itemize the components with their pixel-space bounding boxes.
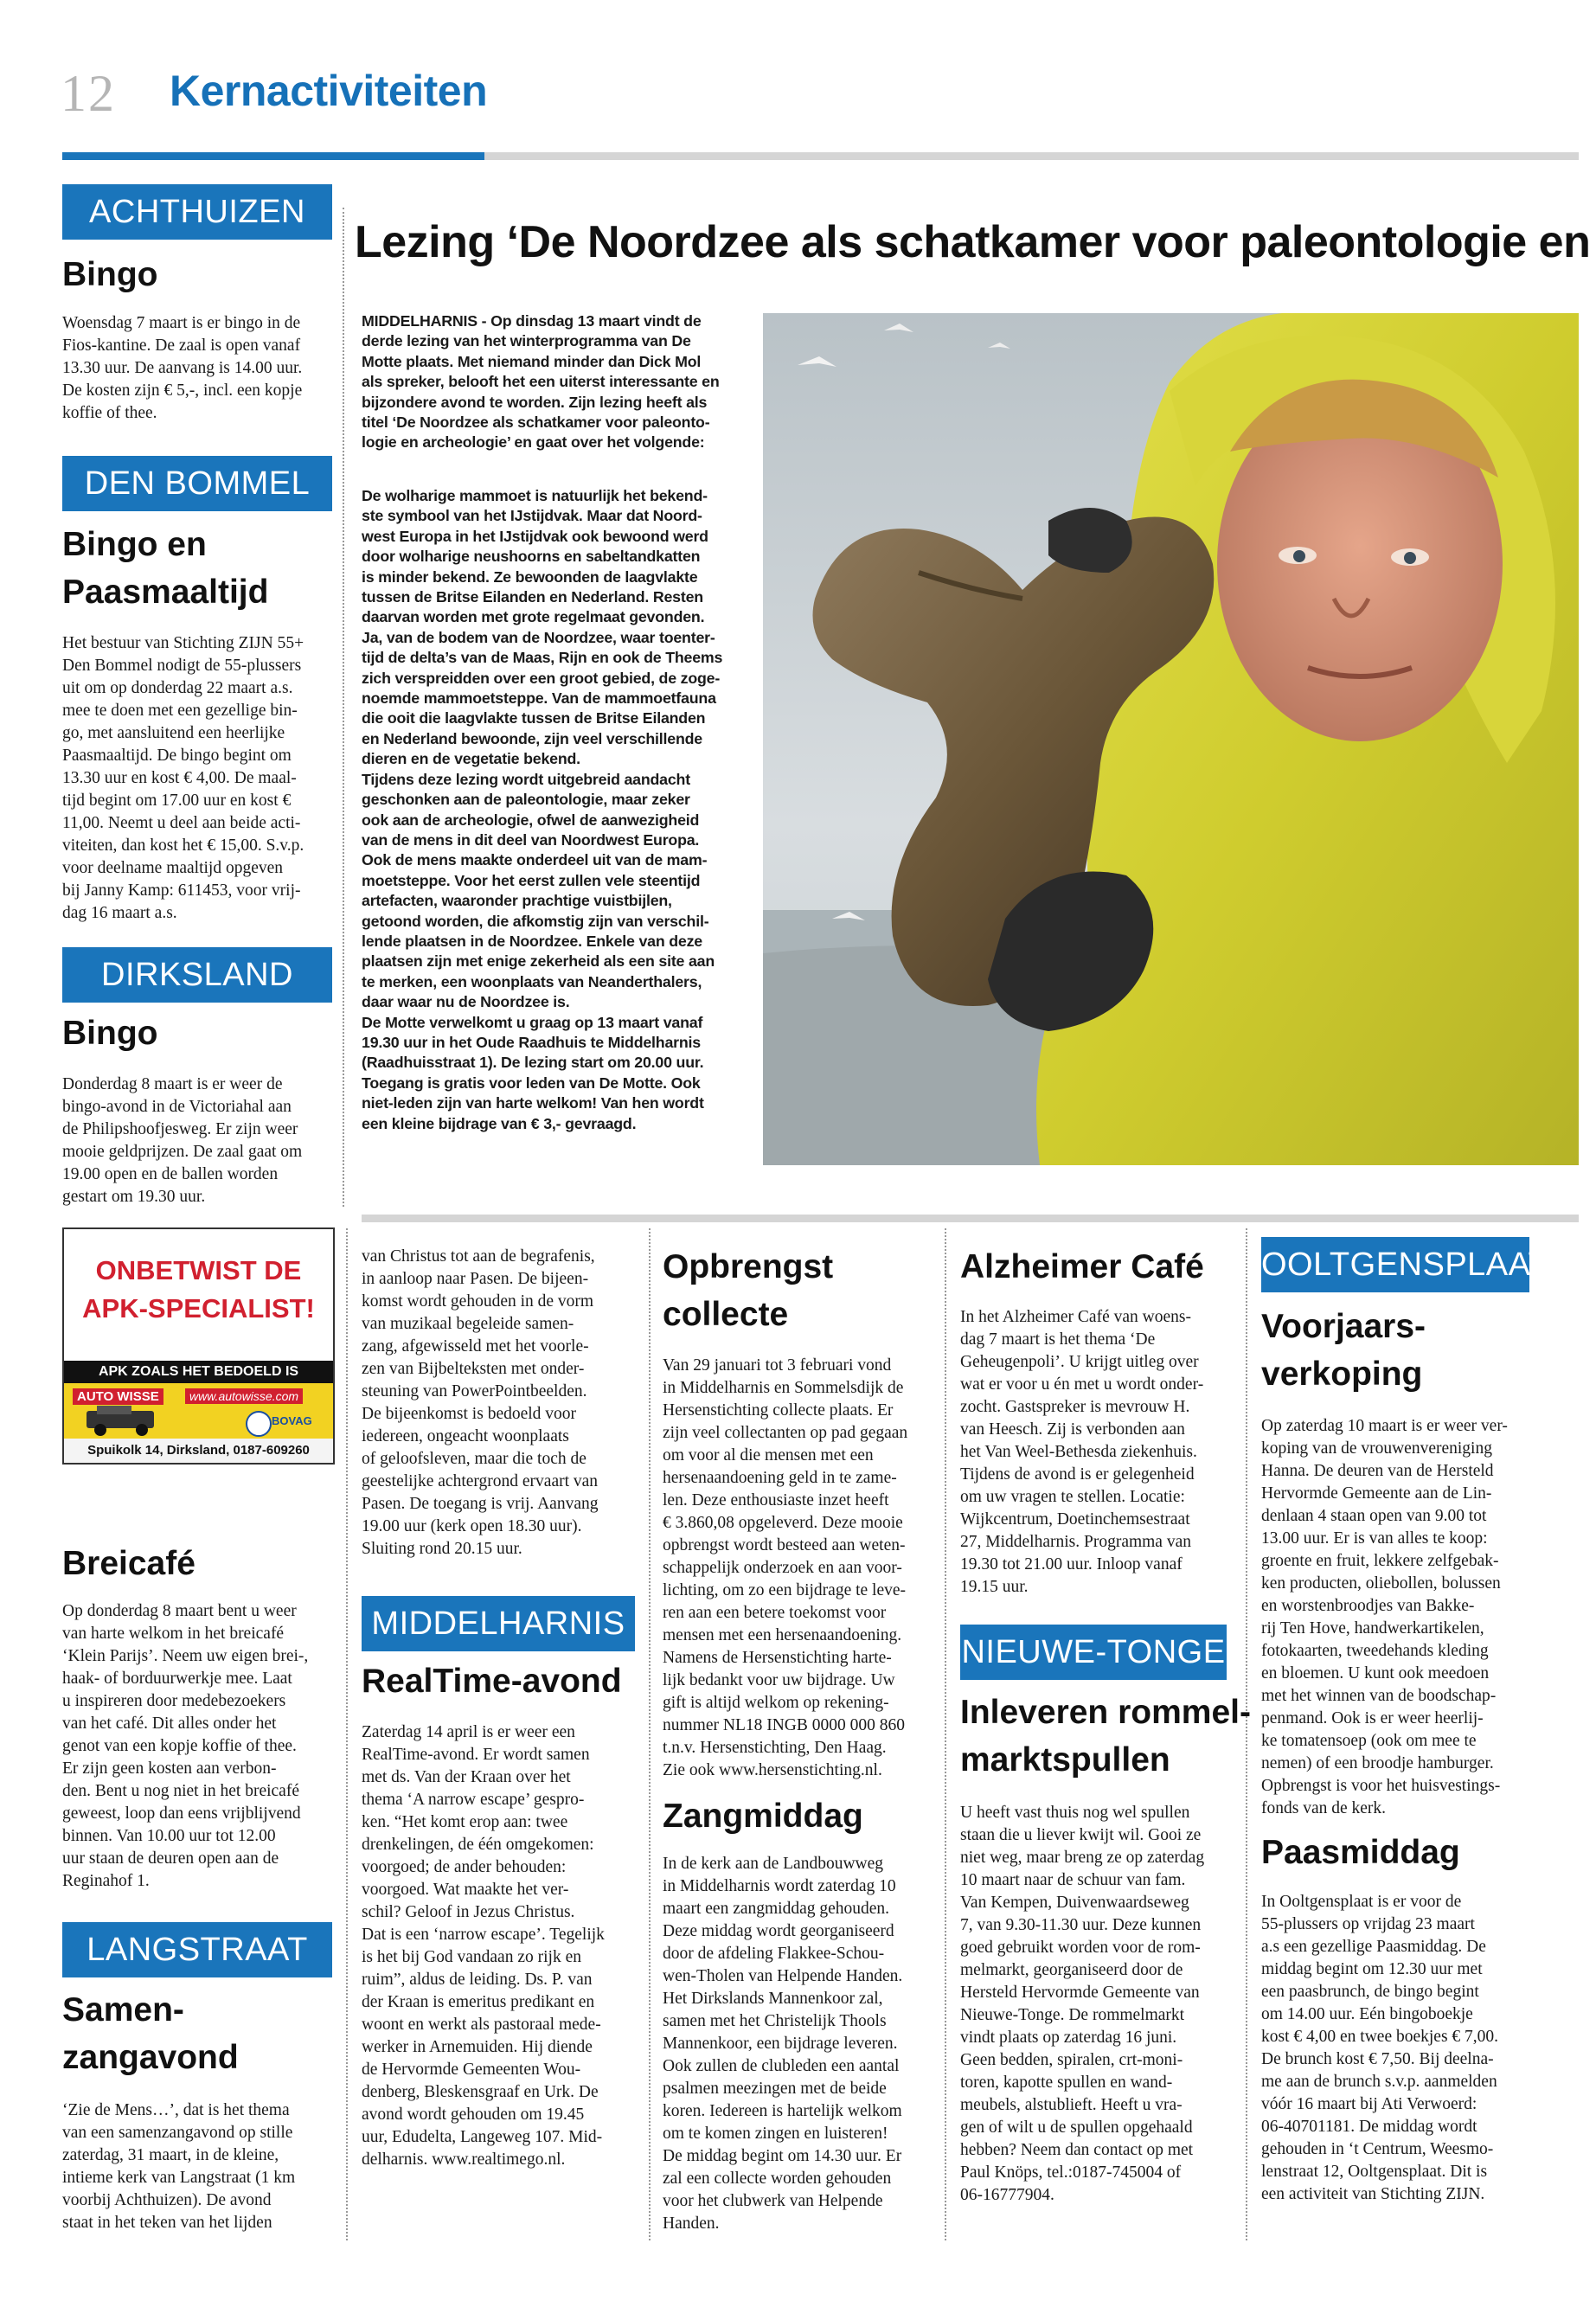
ad-headline-2: APK-SPECIALIST! — [82, 1293, 315, 1324]
label-ooltgensplaat: OOLTGENSPLAAT — [1261, 1237, 1529, 1292]
article-opbrengst-collecte: Van 29 januari tot 3 februari vond in Middelharnis en Sommelsdijk de Hersenstichting collecte plaats. Er zijn veel collectanten op pad gegaan om voor al die mensen met een hersenaandoening geld in te zame- len. Deze enthousiaste inzet heeft € 3.860,08 opgeleverd. Deze mooie opbrengst wordt besteed aan weten- schappelijk onderzoek en aan voor- lichting, om zo een bijdrage te leve- ren aan een betere toekomst voor mensen met een hersenaandoening. Namens de Hersenstichting harte- lijk bedankt voor uw bijdrage. Uw gift is altijd welkom op rekening- nummer NL18 INGB 0000 000 860 t.n.v. Hersenstichting, Den Haag. Zie ook www.hersenstichting.nl. — [663, 1356, 908, 1779]
article-voorjaarsverkoping: Op zaterdag 10 maart is er weer ver- koping van de vrouwenvereniging Hanna. De deuren van de Hersteld Hervormde Gemeente aan de Lin- denlaan 4 staan open van 9.00 tot 13.00 uur. Er is van alles te koop: groente en fruit, lekkere zelfgebak- ken producten, oliebollen, bolussen en worstenbroodjes van Bakke- rij Ten Hove, handwerkartikelen, fotokaarten, tweedehands kleding en bloemen. U kunt ook meedoen met het winnen van de boodschap- penmand. Ook is er weer heerlij- ke tomatensoep (ook om mee te nemen) of een broodje hamburger. Opbrengst is voor het huisvestings- fonds van de kerk. — [1261, 1417, 1508, 1817]
ad-slogan: APK ZOALS HET BEDOELD IS — [64, 1361, 333, 1383]
label-nieuwe-tonge: NIEUWE-TONGE — [960, 1625, 1227, 1680]
article-achthuizen: Woensdag 7 maart is er bingo in de Fios-kantine. De zaal is open vanaf 13.30 uur. De aanvang is 14.00 uur. De kosten zijn € 5,-, incl. een kopje koffie of thee. — [62, 314, 303, 422]
label-langstraat: LANGSTRAAT — [62, 1922, 332, 1977]
ad-badge: BOVAG — [272, 1414, 312, 1427]
section-title: Kernactiviteiten — [170, 67, 488, 115]
heading-voorjaarsverkoping: Voorjaars- verkoping — [1261, 1308, 1426, 1393]
heading-zangmiddag: Zangmiddag — [663, 1798, 863, 1835]
heading-alzheimer-cafe: Alzheimer Café — [960, 1248, 1204, 1285]
ad-address: Spuikolk 14, Dirksland, 0187-609260 — [64, 1439, 333, 1463]
column-divider — [945, 1228, 946, 2240]
column-divider — [649, 1228, 651, 2240]
label-dirksland: DIRKSLAND — [62, 947, 332, 1003]
article-zangmiddag: In de kerk aan de Landbouwweg in Middelharnis wordt zaterdag 10 maart een zangmiddag gehouden. Deze middag wordt georganiseerd door de afdeling Flakkee-Schou- wen-Tholen van Helpende Handen. Het Dirkslands Mannenkoor zal, samen met het Christelijk Thools Mannenkoor, een bijdrage leveren. Ook zullen de clubleden een aantal psalmen meezingen met de beide koren. Iedereen is hartelijk welkom om te komen zingen en luisteren! De middag begint om 14.30 uur. Er zal een collecte worden gehouden voor het clubwerk van Helpende Handen. — [663, 1855, 903, 2233]
article-realtime-avond: Zaterdag 14 april is er weer een RealTime-avond. Er wordt samen met ds. Van der Kraan over het thema ‘A narrow escape’ gespro- ken. “Het komt erop aan: twee drenkelingen, de één omgekomen: voorgoed; de ander behouden: voorgoed. Wat maakte het ver- schil? Geloof in Jezus Christus. Dat is een ‘narrow escape’. Tegelijk is het bij God vandaan zo rijk en ruim”, aldus de leiding. Ds. P. van der Kraan is emeritus predikant en woont en werkt als pastoraal mede- werker in Arnemuiden. Hij diende de Hervormde Gemeenten Wou- denberg, Bleskensgraaf en Urk. De avond wordt gehouden om 19.45 uur, Edudelta, Langeweg 107. Mid- delharnis. www.realtimego.nl. — [362, 1723, 605, 2169]
feature-photo — [763, 313, 1579, 1165]
column-divider — [343, 208, 344, 1207]
article-langstraat-continued: van Christus tot aan de begrafenis, in aanloop naar Pasen. De bijeen- komst wordt gehouden in de vorm van muzikaal begeleide samen- zang, afgewisseld met het voorle- zen van Bijbelteksten met onder- steuning van PowerPointbeelden. De bijeenkomst is bedoeld voor iedereen, ongeacht woonplaats of geloofsleven, maar die toch de geestelijke achtergrond ervaart van Pasen. De toegang is vrij. Aanvang 19.00 uur (kerk open 18.30 uur). Sluiting rond 20.15 uur. — [362, 1247, 599, 1558]
feature-body: De wolharige mammoet is natuurlijk het bekend- ste symbool van het IJstijdvak. Maar dat Noord- west Europa in het IJstijdvak ook bewoond werd door wolharige neushoorns en sabeltandkatten is minder bekend. Ze bewoonden de laagvlakte tussen de Britse Eilanden en Nederland. Resten daarvan worden met grote regelmaat gevonden. Ja, van de bodem van de Noordzee, waar toenter- tijd de delta’s van de Maas, Rijn en ook de Theems zich verspreidden over een groot gebied, de zoge- noemde mammoetsteppe. Van de mammoetfauna die ooit die laagvlakte tussen de Britse Eilanden en Nederland bewoonde, zijn veel verschillende dieren en de vegetatie bekend. Tijdens deze lezing wordt uitgebreid aandacht geschonken aan de paleontologie, maar zeker ook aan de archeologie, ofwel de aanwezigheid van de mens in dit deel van Noordwest Europa. Ook de mens maakte onderdeel uit van de mam- moetsteppe. Voor het eerst zullen vele steentijd artefacten, waaronder prachtige vuistbijlen, getoond worden, die afkomstig zijn van verschil- lende plaatsen in de Noordzee. Enkele van deze plaatsen zijn met enige zekerheid als een site aan te merken, een woonplaats van Neanderthalers, daar waar nu de Noordzee is. De Motte verwelkomt u graag op 13 maart vanaf 19.30 uur in het Oude Raadhuis te Middelharnis (Raadhuisstraat 1). De lezing start om 20.00 uur. Toegang is gratis voor leden van De Motte. Ook niet-leden zijn van harte welkom! Van hen wordt een kleine bijdrage van € 3,- gevraagd. — [362, 487, 723, 1132]
article-den-bommel: Het bestuur van Stichting ZIJN 55+ Den Bommel nodigt de 55-plussers uit om op donderdag 22 maart a.s. mee te doen met een gezellige bin- go, met aansluitend een heerlijke Paasmaaltijd. De bingo begint om 13.30 uur en kost € 4,00. De maal- tijd begint om 17.00 uur en kost € 11,00. Neemt u deel aan beide acti- viteiten, dan kost het € 15,00. S.v.p. voor deelname maaltijd opgeven bij Janny Kamp: 611453, voor vrij- dag 16 maart a.s. — [62, 634, 304, 922]
article-rommelmarkt: U heeft vast thuis nog wel spullen staan die u liever kwijt wil. Gooi ze niet weg, maar breng ze op zaterdag 10 maart naar de schuur van fam. Van Kempen, Duivenwaardseweg 7, van 9.30-11.30 uur. Deze kunnen goed gebruikt worden voor de rom- melmarkt, georganiseerd door de Hersteld Hervormde Gemeente van Nieuwe-Tonge. De rommelmarkt vindt plaats op zaterdag 16 juni. Geen bedden, spiralen, crt-moni- toren, kapotte spullen en wand- meubels, alstublieft. Heeft u vra- gen of wilt u de spullen opgehaald hebben? Neem dan contact op met Paul Knöps, tel.:0187-745004 of 06-16777904. — [960, 1804, 1205, 2204]
header-rule — [484, 152, 1579, 160]
article-dirksland: Donderdag 8 maart is er weer de bingo-avond in de Victoriahal aan de Philipshoofjesweg. Er zijn weer mooie geldprijzen. De zaal gaat om 19.00 open en de ballen worden gestart om 19.30 uur. — [62, 1075, 303, 1206]
ad-brand-strip — [64, 1383, 333, 1439]
header-rule-accent — [62, 152, 484, 160]
article-breicafe: Op donderdag 8 maart bent u weer van harte welkom in het breicafé ‘Klein Parijs’. Neem uw eigen brei-, haak- of borduurwerkje mee. Laat u inspireren door medebezoekers van het café. Dit alles onder het genot van een kopje koffie of thee. Er zijn geen kosten aan verbon- den. Bent u nog niet in het breicafé geweest, loop dan eens vrijblijvend binnen. Van 10.00 uur tot 12.00 uur staan de deuren open aan de Reginahof 1. — [62, 1602, 309, 1890]
heading-den-bommel: Bingo en Paasmaaltijd — [62, 526, 269, 611]
advertisement-auto-wisse[interactable] — [62, 1227, 335, 1465]
heading-breicafe: Breicafé — [62, 1545, 195, 1582]
jeep-icon — [81, 1406, 163, 1437]
label-middelharnis: MIDDELHARNIS — [362, 1596, 635, 1651]
heading-realtime-avond: RealTime-avond — [362, 1663, 622, 1700]
label-achthuizen: ACHTHUIZEN — [62, 184, 332, 240]
ad-headline-1: ONBETWIST DE — [95, 1255, 302, 1285]
heading-samenzangavond: Samen- zangavond — [62, 1991, 239, 2076]
heading-paasmiddag: Paasmiddag — [1261, 1834, 1460, 1871]
heading-bingo-dirksland: Bingo — [62, 1015, 158, 1052]
heading-inleveren-rommelmarktspullen: Inleveren rommel- marktspullen — [960, 1694, 1251, 1779]
column-divider — [346, 1228, 348, 2240]
bovag-icon — [246, 1411, 272, 1437]
label-den-bommel: DEN BOMMEL — [62, 456, 332, 511]
heading-bingo-achthuizen: Bingo — [62, 256, 158, 293]
heading-opbrengst-collecte: Opbrengst collecte — [663, 1248, 834, 1333]
page-number: 12 — [61, 65, 116, 122]
ad-brand: AUTO WISSE — [73, 1388, 163, 1405]
article-alzheimer-cafe: In het Alzheimer Café van woens- dag 7 maart is het thema ‘De Geheugenpoli’. U krijgt uitleg over wat er voor u én met u wordt onder- zocht. Gastspreker is mevrouw H. van Heesch. Zij is verbonden aan het Van Weel-Bethesda ziekenhuis. Tijdens de avond is er gelegenheid om uw vragen te stellen. Locatie: Wijkcentrum, Doetinchemsestraat 27, Middelharnis. Programma van 19.30 tot 21.00 uur. Inloop vanaf 19.15 uur. — [960, 1308, 1204, 1596]
article-paasmiddag: In Ooltgensplaat is er voor de 55-plussers op vrijdag 23 maart a.s een gezellige Paasmiddag. De middag begint om 12.30 uur met een paasbrunch, de bingo begint om 14.00 uur. Eén bingoboekje kost € 4,00 en twee boekjes € 7,00. De brunch kost € 7,50. Bij deelna- me aan de brunch s.v.p. aanmelden vóór 16 maart bij Ati Verwoerd: 06-40701181. De middag wordt gehouden in ‘t Centrum, Weesmo- lenstraat 12, Ooltgensplaat. Dit is een activiteit van Stichting ZIJN. — [1261, 1893, 1499, 2203]
ad-url[interactable]: www.autowisse.com — [185, 1388, 303, 1404]
mid-rule — [362, 1215, 1579, 1222]
photo-fisherman-with-fossil — [763, 313, 1579, 1165]
article-langstraat: ‘Zie de Mens…’, dat is het thema van een samenzangavond op stille zaterdag, 31 maart, in de kleine, intieme kerk van Langstraat (1 km voorbij Achthuizen). De avond staat in het teken van het lijden — [62, 2101, 296, 2232]
feature-title: Lezing ‘De Noordzee als schatkamer voor paleontologie en — [355, 217, 1591, 267]
feature-intro: MIDDELHARNIS - Op dinsdag 13 maart vindt de derde lezing van het winterprogramma van De Motte plaats. Met niemand minder dan Dick Mol als spreker, belooft het een uiterst interessante en bijzondere avond te worden. Zijn lezing heeft als titel ‘De Noordzee als schatkamer voor paleonto- logie en archeologie’ en gaat over het volgende: — [362, 312, 720, 452]
